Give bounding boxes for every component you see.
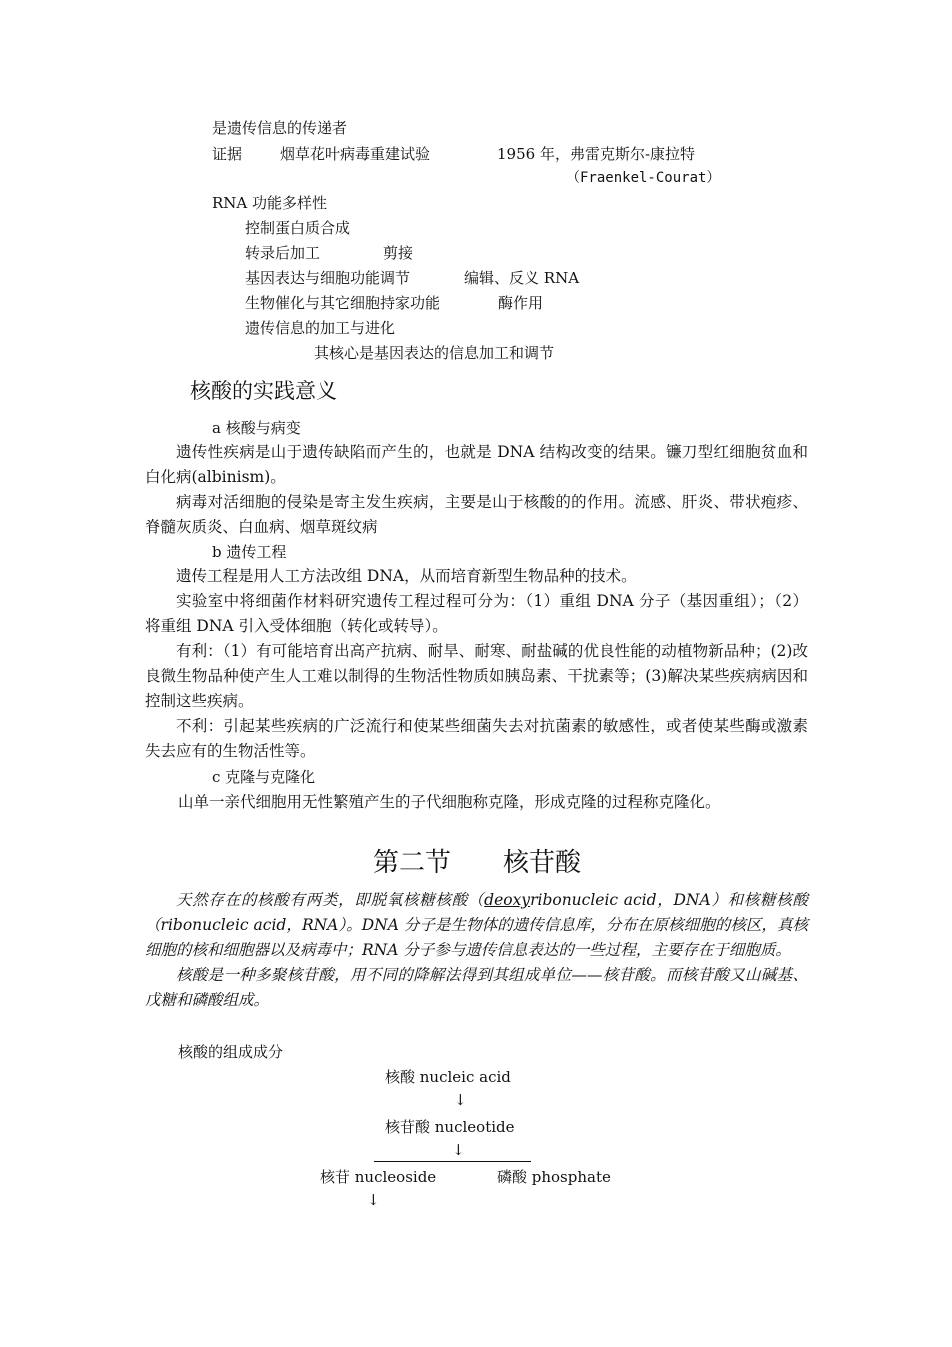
practice-a-body xyxy=(145,440,808,540)
node-nucleoside: 核苷 nucleoside xyxy=(320,1168,437,1186)
practice-b-para-4: 不利：引起某些疾病的广泛流行和使某些细菌失去对抗菌素的敏感性，或者使某些酶或激素失去应有的生物活性等。 xyxy=(145,717,808,760)
practice-a-para-1: 遗传性疾病是山于遗传缺陷而产生的，也就是 DNA 结构改变的结果。镰刀型红细胞贫血和白化病(albinism)。 xyxy=(145,443,808,486)
branch-line xyxy=(374,1161,531,1162)
subheading-a: a 核酸与病变 xyxy=(212,419,301,437)
section-title: 核苷酸 xyxy=(503,848,582,878)
node-nucleic-acid: 核酸 nucleic acid xyxy=(385,1068,511,1086)
rna-item-3-note: 编辑、反义 RNA xyxy=(464,269,580,287)
evidence-year: 1956 年，弗雷克斯尔-康拉特 xyxy=(497,145,696,163)
evidence-name: （Fraenkel-Courat） xyxy=(566,170,721,186)
composition-label: 核酸的组成成分 xyxy=(178,1043,284,1061)
line-transmitter: 是遗传信息的传递者 xyxy=(212,119,348,137)
rna-title: RNA 功能多样性 xyxy=(212,194,328,212)
rna-item-4-note: 酶作用 xyxy=(498,294,544,312)
rna-item-2: 转录后加工 xyxy=(245,244,321,262)
practice-b-para-3: 有利：（1）有可能培育出高产抗病、耐旱、耐寒、耐盐碱的优良性能的动植物新品种；(2)改良微生物品种使产生人工难以制得的生物活性物质如胰岛素、干扰素等；(3)解决某些疾病病因和控制这些疾病。 xyxy=(145,642,808,710)
rna-item-1: 控制蛋白质合成 xyxy=(245,219,351,237)
evidence-text: 烟草花叶病毒重建试验 xyxy=(280,145,431,163)
practice-b-para-2: 实验室中将细菌作材料研究遗传工程过程可分为：（1）重组 DNA 分子（基因重组）；（2）将重组 DNA 引入受体细胞（转化或转导）。 xyxy=(145,592,808,635)
section2-para-2: 核酸是一种多聚核苷酸，用不同的降解法得到其组成单位——核苷酸。而核苷酸又山碱基、戊糖和磷酸组成。 xyxy=(145,966,808,1009)
rna-item-3: 基因表达与细胞功能调节 xyxy=(245,269,411,287)
deoxy-underline: deoxy xyxy=(484,891,531,909)
arrow-down-2: ↓ xyxy=(452,1141,465,1159)
rna-item-5: 遗传信息的加工与进化 xyxy=(245,319,396,337)
practice-a-para-2: 病毒对活细胞的侵染是寄主发生疾病，主要是山于核酸的的作用。流感、肝炎、带状疱疹、脊髓灰质炎、白血病、烟草斑纹病 xyxy=(145,493,808,536)
section-number: 第二节 xyxy=(373,848,452,878)
node-phosphate: 磷酸 phosphate xyxy=(497,1168,611,1186)
rna-core-note: 其核心是基因表达的信息加工和调节 xyxy=(314,344,555,362)
practice-b-body xyxy=(145,564,808,764)
practice-b-para-1: 遗传工程是用人工方法改组 DNA，从而培育新型生物品种的技术。 xyxy=(176,567,637,585)
rna-item-4: 生物催化与其它细胞持家功能 xyxy=(245,294,441,312)
section2-para-1: 天然存在的核酸有两类，即脱氧核糖核酸（deoxyribonucleic acid，DNA）和核糖核酸（ribonucleic acid，RNA）。DNA 分子是生物体的遗传信息库，分布在原核细胞的核区，真核细胞的核和细胞器以及病毒中；RNA 分子参与遗传信息表达的一些过程，主要存在于细胞质。 xyxy=(145,891,808,959)
practice-c-para: 山单一亲代细胞用无性繁殖产生的子代细胞称克隆，形成克隆的过程称克隆化。 xyxy=(178,793,721,811)
arrow-down-1: ↓ xyxy=(454,1091,467,1109)
rna-item-2-note: 剪接 xyxy=(383,244,414,262)
arrow-down-3: ↓ xyxy=(367,1191,380,1209)
section2-body xyxy=(145,888,808,1013)
practice-heading: 核酸的实践意义 xyxy=(190,379,337,403)
subheading-c: c 克隆与克隆化 xyxy=(212,768,316,786)
node-nucleotide: 核苷酸 nucleotide xyxy=(385,1118,515,1136)
evidence-label: 证据 xyxy=(212,145,243,163)
subheading-b: b 遗传工程 xyxy=(212,543,287,561)
